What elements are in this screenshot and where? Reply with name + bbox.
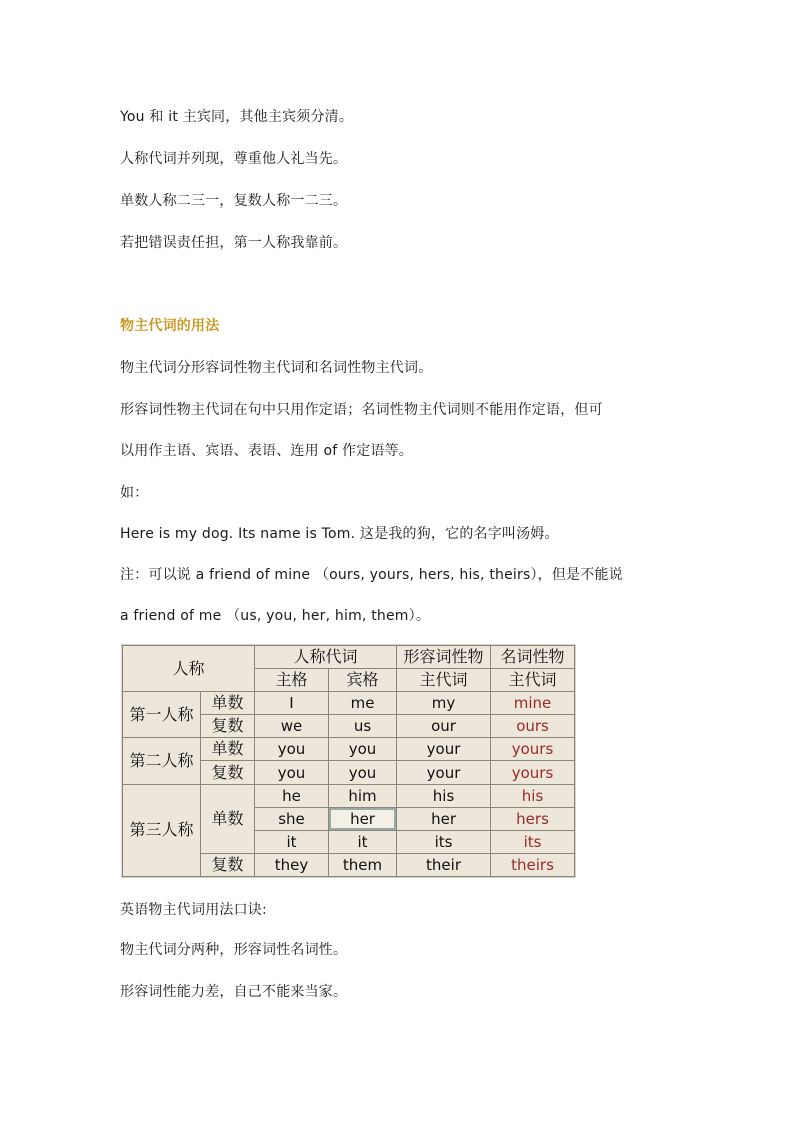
number-plural: 复数 — [201, 761, 255, 784]
cell-noun: yours — [491, 761, 575, 784]
header-personal-pronoun: 人称代词 — [255, 646, 397, 669]
text-line: a friend of me （us, you, her, him, them）。 — [120, 608, 431, 624]
cell-object: you — [329, 738, 397, 761]
number-plural: 复数 — [201, 853, 255, 876]
cell-object: it — [329, 830, 397, 853]
number-singular: 单数 — [201, 738, 255, 761]
header-noun-possessive: 名词性物 — [491, 646, 575, 669]
cell-adj: my — [397, 692, 491, 715]
cell-noun: yours — [491, 738, 575, 761]
text-line: 人称代词并列现，尊重他人礼当先。 — [120, 151, 348, 167]
cell-adj: your — [397, 761, 491, 784]
cell-object: you — [329, 761, 397, 784]
cell-noun: ours — [491, 715, 575, 738]
cell-object: us — [329, 715, 397, 738]
cell-noun: mine — [491, 692, 575, 715]
number-plural: 复数 — [201, 715, 255, 738]
cell-adj: their — [397, 853, 491, 876]
cell-subject: you — [255, 738, 329, 761]
table-row — [123, 784, 575, 807]
pronoun-table — [122, 645, 575, 877]
cell-subject: it — [255, 830, 329, 853]
cell-subject: he — [255, 784, 329, 807]
text-line: 形容词性物主代词在句中只用作定语；名词性物主代词则不能用作定语，但可 — [120, 402, 603, 418]
text-line: 单数人称二三一，复数人称一二三。 — [120, 193, 348, 209]
cell-adj: her — [397, 807, 491, 830]
cell-noun: its — [491, 830, 575, 853]
cell-subject: she — [255, 807, 329, 830]
cell-object: her — [329, 807, 397, 830]
header-person: 人称 — [123, 646, 255, 692]
table-row — [123, 692, 575, 715]
text-line: 如： — [120, 485, 149, 501]
person-first: 第一人称 — [123, 692, 201, 738]
header-subject: 主格 — [255, 669, 329, 692]
text-line: 形容词性能力差，自己不能来当家。 — [120, 984, 348, 1000]
cell-noun: hers — [491, 807, 575, 830]
number-singular: 单数 — [201, 692, 255, 715]
number-singular: 单数 — [201, 784, 255, 853]
text-line: You 和 it 主宾同，其他主宾须分清。 — [120, 109, 354, 125]
text-line: 以用作主语、宾语、表语、连用 of 作定语等。 — [120, 443, 413, 459]
header-adj-possessive-2: 主代词 — [397, 669, 491, 692]
cell-object: me — [329, 692, 397, 715]
text-line: 注：可以说 a friend of mine （ours, yours, hers, his, theirs），但是不能说 — [120, 567, 623, 583]
person-second: 第二人称 — [123, 738, 201, 784]
cell-subject: I — [255, 692, 329, 715]
text-line: 物主代词分两种，形容词性名词性。 — [120, 942, 348, 958]
person-third: 第三人称 — [123, 784, 201, 876]
cell-subject: we — [255, 715, 329, 738]
text-line: 若把错误责任担，第一人称我靠前。 — [120, 235, 348, 251]
cell-object: them — [329, 853, 397, 876]
cell-subject: they — [255, 853, 329, 876]
cell-object: him — [329, 784, 397, 807]
cell-adj: our — [397, 715, 491, 738]
cell-adj: your — [397, 738, 491, 761]
cell-adj: its — [397, 830, 491, 853]
cell-noun: theirs — [491, 853, 575, 876]
section-heading: 物主代词的用法 — [120, 318, 220, 334]
cell-noun: his — [491, 784, 575, 807]
header-adj-possessive: 形容词性物 — [397, 646, 491, 669]
cell-adj: his — [397, 784, 491, 807]
table-row — [123, 738, 575, 761]
header-noun-possessive-2: 主代词 — [491, 669, 575, 692]
text-line: 英语物主代词用法口诀: — [120, 902, 267, 918]
text-line: 物主代词分形容词性物主代词和名词性物主代词。 — [120, 360, 433, 376]
header-object: 宾格 — [329, 669, 397, 692]
text-line: Here is my dog. Its name is Tom. 这是我的狗，它的名字叫汤姆。 — [120, 526, 559, 542]
cell-subject: you — [255, 761, 329, 784]
